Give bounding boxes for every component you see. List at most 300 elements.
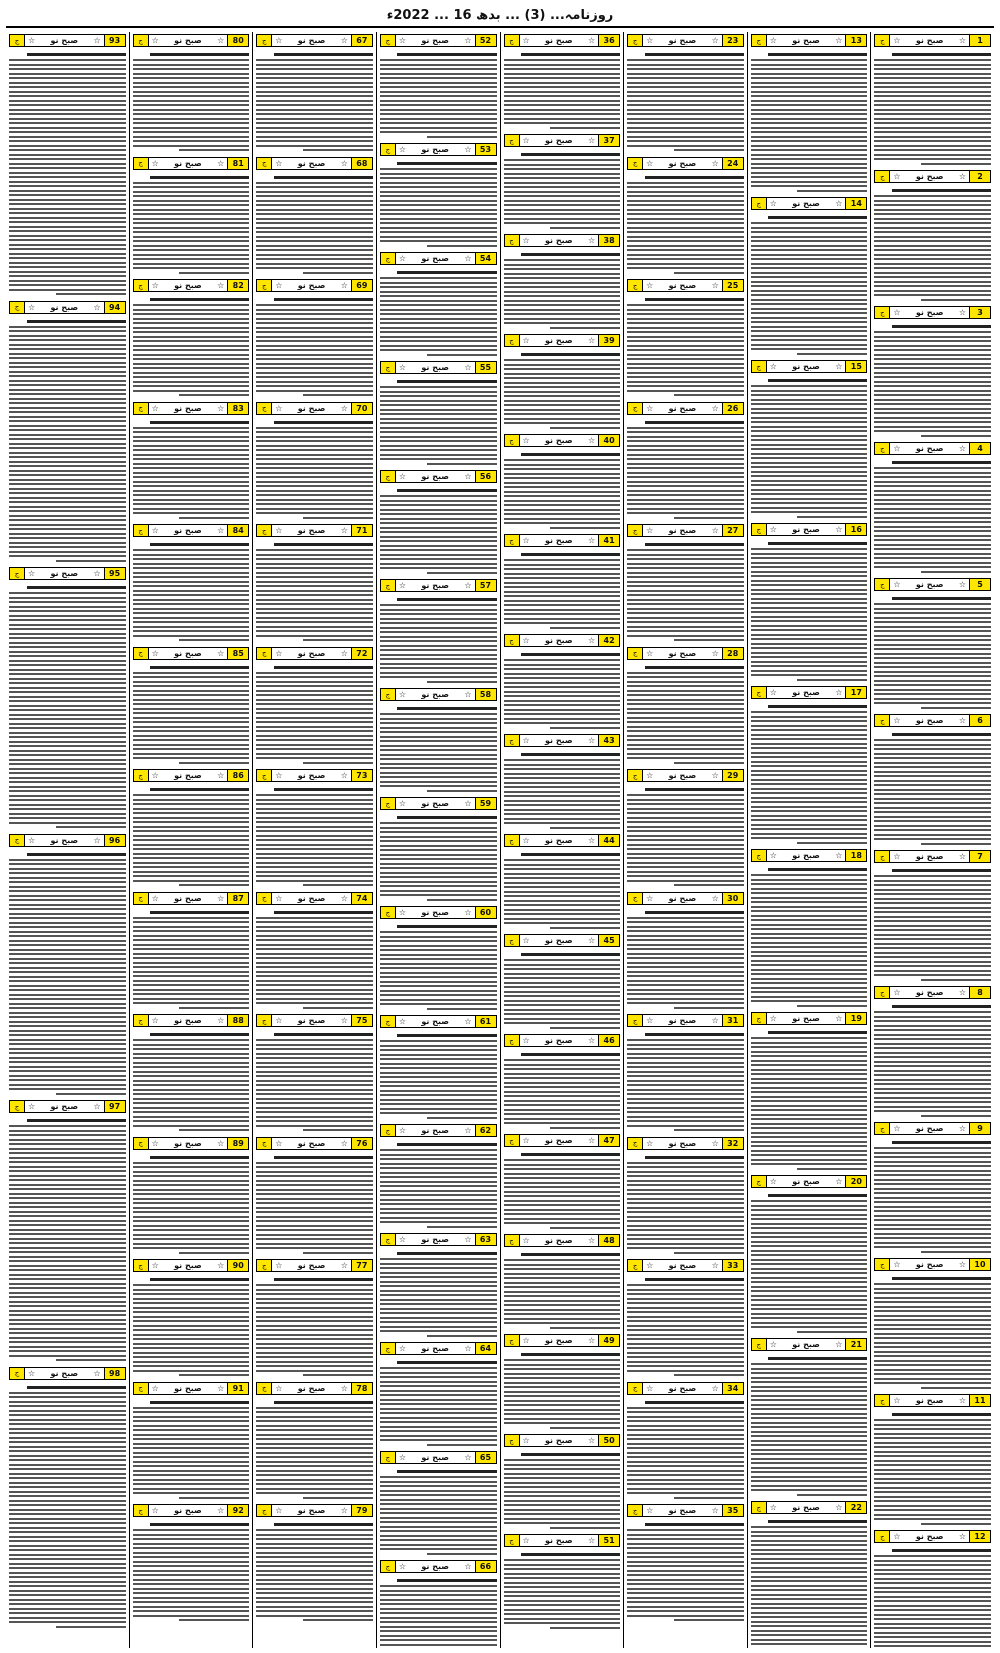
text-line bbox=[256, 957, 373, 959]
text-line bbox=[9, 226, 126, 228]
text-line bbox=[627, 612, 744, 614]
text-line bbox=[380, 422, 497, 424]
text-line bbox=[133, 204, 250, 206]
text-line bbox=[380, 1499, 497, 1501]
text-line bbox=[504, 586, 621, 588]
text-line bbox=[874, 1224, 991, 1226]
news-headline bbox=[521, 853, 620, 856]
news-item-body bbox=[380, 812, 497, 904]
text-line bbox=[256, 1407, 373, 1409]
text-line bbox=[256, 68, 373, 70]
text-line bbox=[874, 494, 991, 496]
text-line bbox=[256, 1102, 373, 1104]
news-headline bbox=[645, 1523, 744, 1526]
news-item-body bbox=[874, 457, 991, 576]
text-line bbox=[627, 676, 744, 678]
text-line bbox=[627, 1461, 744, 1463]
text-line bbox=[133, 245, 250, 247]
text-line bbox=[504, 173, 621, 175]
text-line bbox=[751, 611, 868, 613]
star-icon: ☆ bbox=[711, 403, 719, 413]
news-item-badge: ج bbox=[875, 443, 890, 454]
news-item-badge: ج bbox=[10, 835, 25, 846]
text-line bbox=[380, 449, 497, 451]
text-line bbox=[133, 1597, 250, 1599]
news-item-number: 1 bbox=[969, 35, 990, 46]
text-line bbox=[504, 1609, 621, 1611]
text-line bbox=[256, 971, 373, 973]
text-line bbox=[874, 617, 991, 619]
text-line bbox=[504, 677, 621, 679]
text-line bbox=[627, 68, 744, 70]
text-line bbox=[133, 567, 250, 569]
text-line bbox=[504, 268, 621, 270]
text-line bbox=[504, 64, 621, 66]
text-line bbox=[256, 871, 373, 873]
text-line bbox=[504, 1464, 621, 1466]
text-line bbox=[9, 759, 126, 761]
text-line bbox=[627, 1592, 744, 1594]
news-item-badge: ج bbox=[257, 1505, 272, 1516]
text-line bbox=[9, 859, 126, 861]
news-item-badge: ج bbox=[381, 1234, 396, 1245]
text-line bbox=[256, 345, 373, 347]
news-item-badge: ج bbox=[875, 579, 890, 590]
text-line bbox=[751, 127, 868, 129]
text-line bbox=[874, 657, 991, 659]
text-line bbox=[627, 1370, 744, 1372]
text-line bbox=[256, 1474, 373, 1476]
text-line bbox=[256, 735, 373, 737]
text-line bbox=[874, 1360, 991, 1362]
text-line bbox=[380, 300, 497, 302]
text-line bbox=[504, 177, 621, 179]
text-line bbox=[504, 713, 621, 715]
text-line bbox=[133, 1343, 250, 1345]
text-line bbox=[674, 1619, 744, 1621]
text-line bbox=[504, 668, 621, 670]
star-icon: ☆ bbox=[398, 36, 407, 45]
text-line bbox=[504, 491, 621, 493]
text-line bbox=[133, 939, 250, 941]
news-headline bbox=[521, 953, 620, 956]
text-line bbox=[133, 227, 250, 229]
text-line bbox=[874, 1478, 991, 1480]
text-line bbox=[504, 182, 621, 184]
text-line bbox=[627, 1365, 744, 1367]
text-line bbox=[504, 368, 621, 370]
news-item-header bbox=[256, 892, 373, 905]
text-line bbox=[380, 618, 497, 620]
news-headline bbox=[645, 53, 744, 56]
text-line bbox=[504, 886, 621, 888]
text-line bbox=[504, 1422, 621, 1424]
news-column bbox=[500, 32, 624, 1648]
text-line bbox=[9, 1148, 126, 1150]
text-line bbox=[627, 494, 744, 496]
text-line bbox=[874, 916, 991, 918]
text-line bbox=[627, 626, 744, 628]
text-line bbox=[627, 363, 744, 365]
text-line bbox=[874, 1156, 991, 1158]
text-line bbox=[751, 1567, 868, 1569]
text-line bbox=[256, 567, 373, 569]
text-line bbox=[627, 608, 744, 610]
text-line bbox=[751, 1462, 868, 1464]
text-line bbox=[9, 1310, 126, 1312]
text-line bbox=[9, 615, 126, 617]
text-line bbox=[9, 1125, 126, 1127]
text-line bbox=[9, 1269, 126, 1271]
text-line bbox=[9, 1256, 126, 1258]
news-item-header bbox=[627, 34, 744, 47]
text-line bbox=[751, 801, 868, 803]
news-item-body bbox=[874, 729, 991, 848]
text-line bbox=[133, 1583, 250, 1585]
news-item-label: صبح نو bbox=[174, 281, 202, 290]
text-line bbox=[504, 995, 621, 997]
text-line bbox=[874, 653, 991, 655]
text-line bbox=[874, 1097, 991, 1099]
text-line bbox=[256, 1293, 373, 1295]
text-line bbox=[627, 599, 744, 601]
text-line bbox=[380, 718, 497, 720]
news-item-badge: ج bbox=[257, 1138, 272, 1149]
text-line bbox=[627, 64, 744, 66]
text-line bbox=[751, 761, 868, 763]
news-headline bbox=[521, 1253, 620, 1256]
news-item-label: صبح نو bbox=[915, 852, 944, 861]
text-line bbox=[133, 1606, 250, 1608]
text-line bbox=[9, 253, 126, 255]
star-icon: ☆ bbox=[646, 1261, 654, 1270]
text-line bbox=[504, 1222, 621, 1224]
text-line bbox=[874, 1437, 991, 1439]
text-line bbox=[874, 1442, 991, 1444]
text-line bbox=[751, 1540, 868, 1542]
text-line bbox=[9, 1292, 126, 1294]
text-line bbox=[133, 1053, 250, 1055]
text-line bbox=[504, 459, 621, 461]
text-line bbox=[380, 976, 497, 978]
text-line bbox=[874, 689, 991, 691]
text-line bbox=[256, 86, 373, 88]
text-line bbox=[133, 1420, 250, 1422]
star-icon: ☆ bbox=[587, 536, 596, 545]
text-line bbox=[133, 1102, 250, 1104]
text-line bbox=[504, 1104, 621, 1106]
text-line bbox=[9, 1184, 126, 1186]
text-line bbox=[133, 839, 250, 841]
text-line bbox=[874, 1056, 991, 1058]
news-item-badge: ج bbox=[628, 1260, 643, 1271]
news-item-badge: ج bbox=[505, 1135, 520, 1146]
text-line bbox=[797, 1494, 867, 1496]
text-line bbox=[9, 958, 126, 960]
text-line bbox=[133, 1111, 250, 1113]
text-line bbox=[256, 1116, 373, 1118]
text-line bbox=[133, 1610, 250, 1612]
star-icon: ☆ bbox=[646, 158, 654, 168]
star-icon: ☆ bbox=[522, 1536, 530, 1545]
text-line bbox=[133, 1592, 250, 1594]
text-line bbox=[874, 1165, 991, 1167]
news-item-body bbox=[874, 185, 991, 304]
text-line bbox=[9, 1558, 126, 1560]
text-line bbox=[504, 1082, 621, 1084]
text-line bbox=[256, 690, 373, 692]
news-item-label: صبح نو bbox=[50, 835, 79, 845]
text-line bbox=[9, 868, 126, 870]
text-line bbox=[874, 1197, 991, 1199]
text-line bbox=[874, 1596, 991, 1598]
text-line bbox=[504, 609, 621, 611]
text-line bbox=[380, 1535, 497, 1537]
text-line bbox=[133, 1329, 250, 1331]
news-item-header bbox=[504, 834, 621, 847]
text-line bbox=[9, 1405, 126, 1407]
news-item-label: صبح نو bbox=[545, 836, 573, 845]
text-line bbox=[427, 136, 497, 138]
news-item-body bbox=[9, 849, 126, 1099]
news-item-header bbox=[874, 714, 991, 727]
news-item-header bbox=[751, 1012, 868, 1025]
star-icon: ☆ bbox=[646, 1138, 654, 1148]
text-line bbox=[133, 427, 250, 429]
text-line bbox=[874, 403, 991, 405]
text-line bbox=[751, 426, 868, 428]
text-line bbox=[9, 1473, 126, 1475]
text-line bbox=[9, 606, 126, 608]
news-item-label: صبح نو bbox=[668, 1138, 697, 1148]
text-line bbox=[9, 1079, 126, 1081]
text-line bbox=[751, 231, 868, 233]
text-line bbox=[550, 427, 620, 429]
text-line bbox=[751, 1603, 868, 1605]
text-line bbox=[256, 1583, 373, 1585]
news-item-header bbox=[751, 523, 868, 536]
news-item-badge: ج bbox=[505, 1435, 520, 1446]
text-line bbox=[627, 1171, 744, 1173]
star-icon: ☆ bbox=[769, 1014, 777, 1023]
text-line bbox=[751, 109, 868, 111]
text-line bbox=[627, 1534, 744, 1536]
text-line bbox=[256, 1111, 373, 1113]
text-line bbox=[627, 971, 744, 973]
text-line bbox=[133, 385, 250, 387]
text-line bbox=[627, 635, 744, 637]
text-line bbox=[380, 64, 497, 66]
text-line bbox=[627, 1039, 744, 1041]
text-line bbox=[504, 768, 621, 770]
star-icon: ☆ bbox=[464, 254, 472, 263]
news-item-label: صبح نو bbox=[545, 1536, 573, 1545]
text-line bbox=[256, 1488, 373, 1490]
text-line bbox=[380, 1099, 497, 1101]
text-line bbox=[627, 1225, 744, 1227]
text-line bbox=[627, 830, 744, 832]
news-item-body bbox=[627, 784, 744, 890]
news-item-body bbox=[256, 907, 373, 1013]
text-line bbox=[751, 1141, 868, 1143]
news-item-badge: ج bbox=[875, 1259, 890, 1270]
news-headline bbox=[768, 868, 867, 871]
text-line bbox=[751, 1236, 868, 1238]
text-line bbox=[427, 354, 497, 356]
text-line bbox=[9, 895, 126, 897]
text-line bbox=[9, 781, 126, 783]
news-item-label: صبح نو bbox=[174, 893, 202, 903]
news-item-badge: ج bbox=[505, 335, 520, 346]
news-item-header bbox=[751, 686, 868, 699]
text-line bbox=[9, 1016, 126, 1018]
star-icon: ☆ bbox=[835, 1177, 843, 1186]
star-icon: ☆ bbox=[893, 580, 901, 589]
text-line bbox=[256, 635, 373, 637]
text-line bbox=[9, 619, 126, 621]
text-line bbox=[627, 231, 744, 233]
star-icon: ☆ bbox=[958, 172, 966, 181]
star-icon: ☆ bbox=[893, 1396, 901, 1405]
text-line bbox=[627, 431, 744, 433]
text-line bbox=[9, 813, 126, 815]
news-item-number: 88 bbox=[227, 1015, 248, 1026]
text-line bbox=[380, 604, 497, 606]
text-line bbox=[504, 1286, 621, 1288]
text-line bbox=[627, 1538, 744, 1540]
text-line bbox=[133, 436, 250, 438]
text-line bbox=[380, 1399, 497, 1401]
news-item-label: صبح نو bbox=[421, 908, 449, 917]
news-item-number: 28 bbox=[722, 648, 743, 659]
news-item-label: صبح نو bbox=[792, 1503, 820, 1512]
text-line bbox=[504, 782, 621, 784]
text-line bbox=[751, 1648, 868, 1649]
text-line bbox=[504, 904, 621, 906]
text-line bbox=[751, 553, 868, 555]
text-line bbox=[380, 1176, 497, 1178]
text-line bbox=[627, 808, 744, 810]
text-line bbox=[504, 1513, 621, 1515]
text-line bbox=[504, 273, 621, 275]
text-line bbox=[504, 309, 621, 311]
news-item-label: صبح نو bbox=[545, 1336, 573, 1345]
text-line bbox=[874, 1206, 991, 1208]
news-item-number: 17 bbox=[845, 687, 866, 698]
news-item-body bbox=[504, 1249, 621, 1332]
news-item-badge: ج bbox=[628, 648, 643, 659]
text-line bbox=[504, 859, 621, 861]
news-item-body bbox=[9, 582, 126, 832]
text-line bbox=[380, 558, 497, 560]
text-line bbox=[751, 100, 868, 102]
text-line bbox=[627, 966, 744, 968]
text-line bbox=[797, 190, 867, 192]
news-headline bbox=[768, 1520, 867, 1523]
text-line bbox=[133, 1365, 250, 1367]
text-line bbox=[627, 1234, 744, 1236]
text-line bbox=[133, 826, 250, 828]
text-line bbox=[133, 73, 250, 75]
text-line bbox=[627, 100, 744, 102]
star-icon: ☆ bbox=[958, 36, 966, 45]
text-line bbox=[256, 1411, 373, 1413]
star-icon: ☆ bbox=[522, 1236, 530, 1245]
text-line bbox=[627, 1470, 744, 1472]
text-line bbox=[380, 1330, 497, 1332]
text-line bbox=[751, 969, 868, 971]
news-item-label: صبح نو bbox=[668, 1261, 697, 1270]
news-item-body bbox=[380, 1248, 497, 1340]
text-line bbox=[627, 862, 744, 864]
text-line bbox=[751, 548, 868, 550]
text-line bbox=[9, 280, 126, 282]
text-line bbox=[303, 1129, 373, 1131]
news-item-number: 79 bbox=[351, 1505, 372, 1516]
news-item-number: 84 bbox=[227, 525, 248, 536]
news-item-header bbox=[504, 1034, 621, 1047]
text-line bbox=[9, 1346, 126, 1348]
text-line bbox=[874, 970, 991, 972]
text-line bbox=[427, 681, 497, 683]
news-item-label: صبح نو bbox=[297, 403, 326, 413]
news-headline bbox=[150, 1033, 249, 1036]
news-headline bbox=[150, 666, 249, 669]
star-icon: ☆ bbox=[711, 281, 719, 290]
text-line bbox=[874, 875, 991, 877]
text-line bbox=[504, 318, 621, 320]
text-line bbox=[133, 327, 250, 329]
text-line bbox=[504, 868, 621, 870]
text-line bbox=[9, 926, 126, 928]
text-line bbox=[874, 1179, 991, 1181]
news-item-number: 81 bbox=[227, 158, 248, 169]
text-line bbox=[504, 82, 621, 84]
text-line bbox=[133, 1561, 250, 1563]
text-line bbox=[874, 562, 991, 564]
text-line bbox=[133, 1211, 250, 1213]
text-line bbox=[380, 418, 497, 420]
text-line bbox=[751, 892, 868, 894]
news-item-header bbox=[874, 442, 991, 455]
news-item-header bbox=[133, 892, 250, 905]
text-line bbox=[504, 1518, 621, 1520]
text-line bbox=[751, 589, 868, 591]
news-item-badge: ج bbox=[628, 1015, 643, 1026]
text-line bbox=[380, 1076, 497, 1078]
news-item-header bbox=[751, 1501, 868, 1514]
text-line bbox=[504, 895, 621, 897]
news-headline bbox=[892, 1549, 991, 1552]
news-item-number: 90 bbox=[227, 1260, 248, 1271]
text-line bbox=[256, 454, 373, 456]
text-line bbox=[133, 735, 250, 737]
text-line bbox=[9, 1594, 126, 1596]
text-line bbox=[627, 1447, 744, 1449]
text-line bbox=[504, 909, 621, 911]
text-line bbox=[9, 1224, 126, 1226]
news-item-label: صبح نو bbox=[792, 36, 820, 45]
text-line bbox=[627, 875, 744, 877]
news-headline bbox=[150, 298, 249, 301]
text-line bbox=[133, 1044, 250, 1046]
text-line bbox=[504, 682, 621, 684]
star-icon: ☆ bbox=[587, 1136, 596, 1145]
text-line bbox=[380, 1308, 497, 1310]
text-line bbox=[874, 889, 991, 891]
news-item-number: 3 bbox=[969, 307, 990, 318]
text-line bbox=[504, 800, 621, 802]
